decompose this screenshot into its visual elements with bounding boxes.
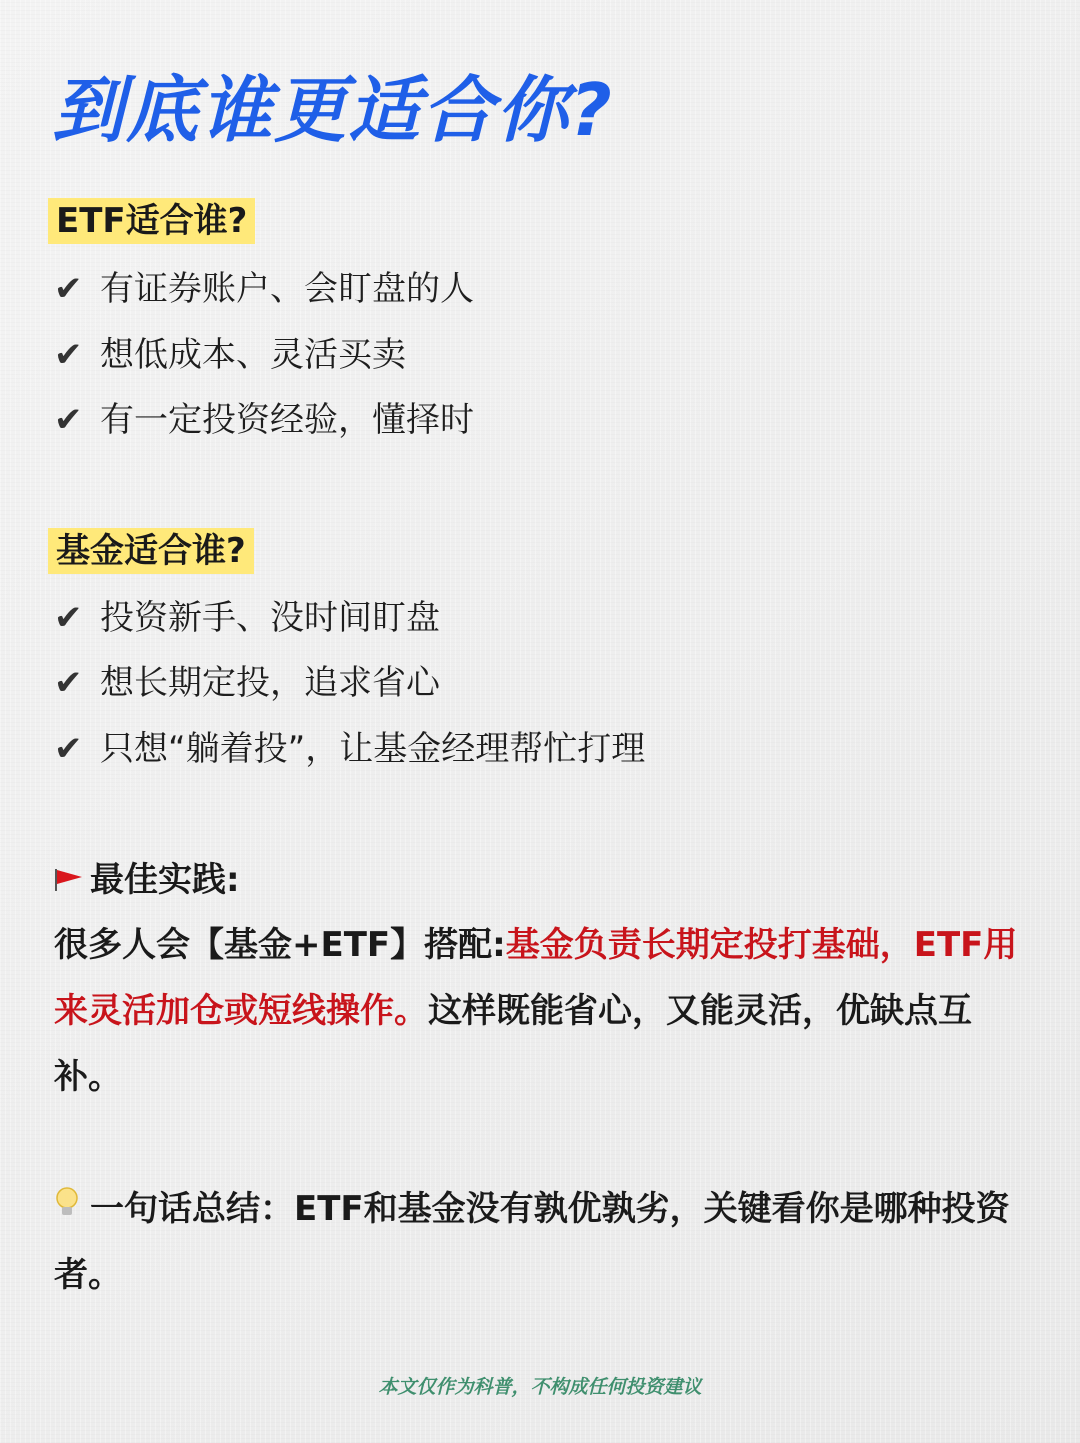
check-icon: ✔ bbox=[54, 269, 83, 309]
lightbulb-icon bbox=[54, 1176, 90, 1242]
page-title: 到底谁更适合你? bbox=[52, 68, 614, 152]
check-icon: ✔ bbox=[54, 663, 83, 703]
red-flag-icon bbox=[54, 858, 90, 902]
check-icon: ✔ bbox=[54, 400, 83, 440]
fund-section-tag: 基金适合谁? bbox=[48, 528, 254, 574]
check-icon: ✔ bbox=[54, 335, 83, 375]
best-practice-text: 这样既能省心，又能灵活，优缺点互补。 bbox=[54, 991, 972, 1097]
summary-text: 一句话总结：ETF和基金没有孰优孰劣，关键看你是哪种投资者。 bbox=[54, 1189, 1010, 1295]
list-item-text: 投资新手、没时间盯盘 bbox=[100, 598, 440, 638]
list-item-text: 想低成本、灵活买卖 bbox=[100, 335, 406, 375]
list-item-text: 有证券账户、会盯盘的人 bbox=[100, 269, 474, 309]
best-practice-paragraph bbox=[54, 912, 1026, 1110]
list-item-text: 只想“躺着投”，让基金经理帮忙打理 bbox=[100, 729, 646, 769]
list-item bbox=[54, 661, 440, 705]
list-item-text: 有一定投资经验，懂择时 bbox=[100, 400, 474, 440]
etf-section-tag: ETF适合谁? bbox=[48, 198, 255, 244]
list-item-text: 想长期定投，追求省心 bbox=[100, 663, 440, 703]
list-item bbox=[54, 333, 406, 377]
best-practice-title: 最佳实践: bbox=[90, 860, 240, 900]
best-practice-highlight: 基金负责长期定投打基础，ETF用来灵活加仓或短线操作。 bbox=[54, 925, 1018, 1031]
summary-paragraph bbox=[54, 1176, 1026, 1308]
list-item bbox=[54, 596, 440, 640]
list-item bbox=[54, 398, 474, 442]
disclaimer-footer: 本文仅作为科普，不构成任何投资建议 bbox=[378, 1376, 702, 1398]
check-icon: ✔ bbox=[54, 598, 83, 638]
check-icon: ✔ bbox=[54, 729, 83, 769]
best-practice-text: 很多人会【基金+ETF】搭配: bbox=[54, 925, 506, 965]
best-practice-heading bbox=[54, 858, 240, 902]
list-item bbox=[54, 727, 645, 771]
list-item bbox=[54, 267, 474, 311]
